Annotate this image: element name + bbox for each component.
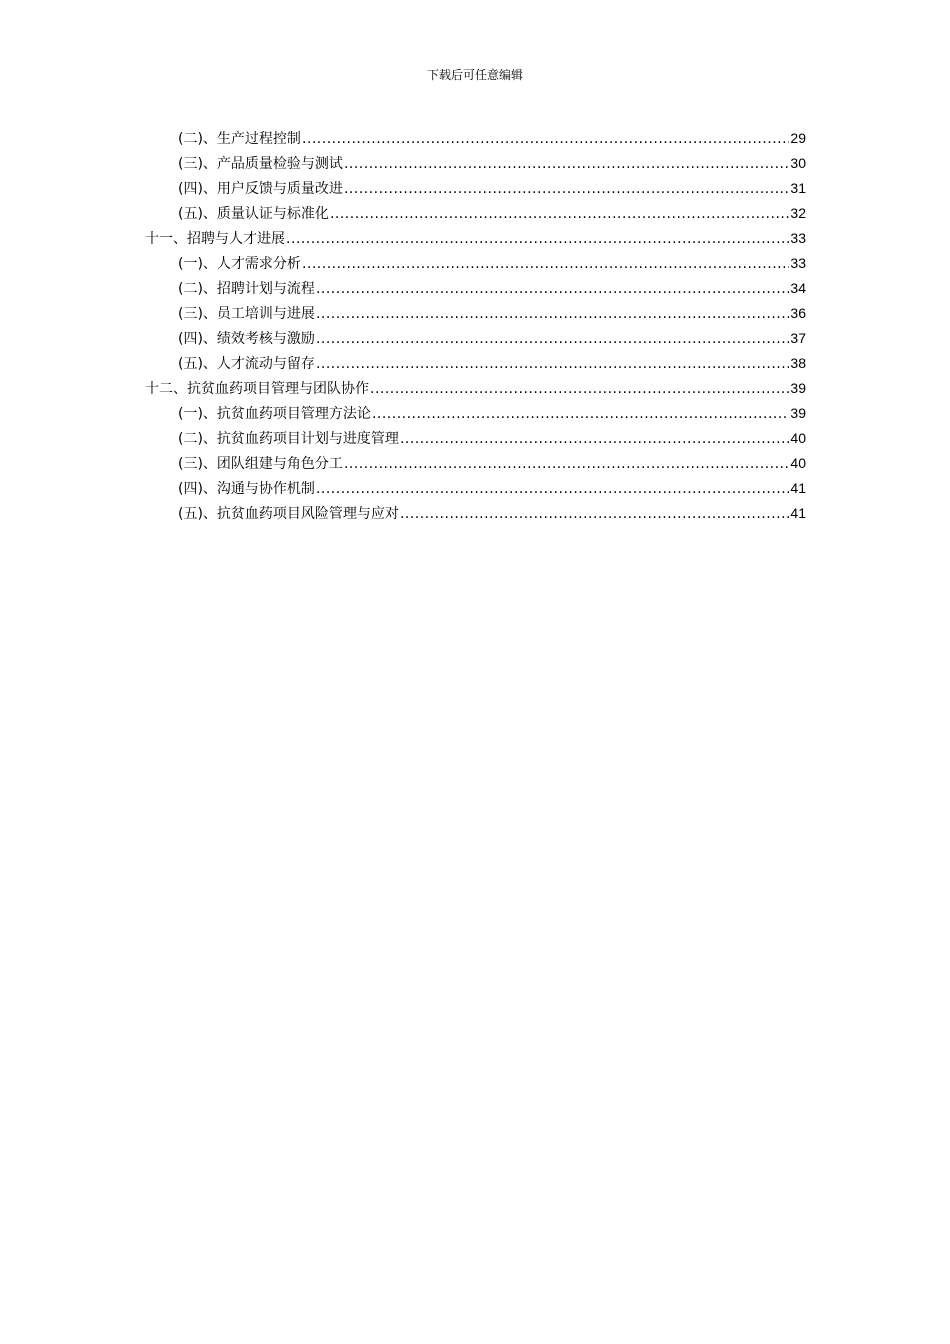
toc-entry[interactable] — [145, 151, 806, 176]
toc-entry[interactable] — [145, 476, 806, 501]
toc-dot-leader — [330, 202, 789, 227]
toc-page-number: 37 — [790, 330, 806, 346]
toc-dot-leader — [372, 402, 789, 427]
toc-page-number: 41 — [790, 505, 806, 521]
toc-dot-leader — [370, 377, 789, 402]
toc-page-number: 40 — [790, 430, 806, 446]
toc-entry[interactable] — [145, 351, 806, 376]
toc-page-number: 39 — [790, 380, 806, 396]
toc-chapter-entry[interactable] — [145, 226, 806, 251]
toc-dot-leader — [316, 277, 789, 302]
toc-dot-leader — [316, 352, 789, 377]
toc-entry-label: (三)、团队组建与角色分工 — [178, 456, 343, 472]
toc-page-number: 41 — [790, 480, 806, 496]
toc-dot-leader — [316, 302, 789, 327]
toc-chapter-entry[interactable] — [145, 376, 806, 401]
toc-dot-leader — [316, 327, 789, 352]
toc-page-number: 34 — [790, 280, 806, 296]
toc-entry[interactable] — [145, 451, 806, 476]
toc-dot-leader — [400, 427, 789, 452]
toc-entry[interactable] — [145, 326, 806, 351]
toc-dot-leader — [344, 152, 789, 177]
toc-entry[interactable] — [145, 401, 806, 426]
toc-entry-label: (五)、人才流动与留存 — [178, 356, 315, 372]
toc-entry-label: (四)、沟通与协作机制 — [178, 481, 315, 497]
toc-page-number: 36 — [790, 305, 806, 321]
toc-entry-label: (二)、招聘计划与流程 — [178, 281, 315, 297]
table-of-contents — [145, 126, 806, 526]
toc-entry[interactable] — [145, 201, 806, 226]
toc-dot-leader — [302, 127, 789, 152]
toc-entry-label: (四)、用户反馈与质量改进 — [178, 181, 343, 197]
toc-entry[interactable] — [145, 276, 806, 301]
toc-entry[interactable] — [145, 301, 806, 326]
toc-entry[interactable] — [145, 126, 806, 151]
page-header: 下载后可任意编辑 — [426, 68, 523, 82]
toc-page-number: 40 — [790, 455, 806, 471]
toc-entry-label: (三)、产品质量检验与测试 — [178, 156, 343, 172]
toc-page-number: 39 — [790, 405, 806, 421]
toc-page-number: 38 — [790, 355, 806, 371]
toc-entry-label: 十一、招聘与人才进展 — [145, 231, 285, 247]
toc-entry-label: (二)、生产过程控制 — [178, 131, 301, 147]
toc-dot-leader — [286, 227, 789, 252]
toc-entry-label: (五)、抗贫血药项目风险管理与应对 — [178, 506, 399, 522]
toc-entry[interactable] — [145, 501, 806, 526]
toc-page-number: 30 — [790, 155, 806, 171]
toc-dot-leader — [302, 252, 789, 277]
toc-entry[interactable] — [145, 426, 806, 451]
toc-entry[interactable] — [145, 251, 806, 276]
toc-page-number: 29 — [790, 130, 806, 146]
toc-entry[interactable] — [145, 176, 806, 201]
toc-entry-label: (二)、抗贫血药项目计划与进度管理 — [178, 431, 399, 447]
toc-page-number: 32 — [790, 205, 806, 221]
toc-dot-leader — [316, 477, 789, 502]
toc-entry-label: (一)、人才需求分析 — [178, 256, 301, 272]
toc-dot-leader — [400, 502, 789, 527]
toc-entry-label: (四)、绩效考核与激励 — [178, 331, 315, 347]
toc-dot-leader — [344, 177, 789, 202]
toc-page-number: 31 — [790, 180, 806, 196]
toc-entry-label: (一)、抗贫血药项目管理方法论 — [178, 406, 371, 422]
toc-dot-leader — [344, 452, 789, 477]
toc-entry-label: (五)、质量认证与标准化 — [178, 206, 329, 222]
toc-page-number: 33 — [790, 230, 806, 246]
toc-entry-label: (三)、员工培训与进展 — [178, 306, 315, 322]
toc-page-number: 33 — [790, 255, 806, 271]
toc-entry-label: 十二、抗贫血药项目管理与团队协作 — [145, 381, 369, 397]
